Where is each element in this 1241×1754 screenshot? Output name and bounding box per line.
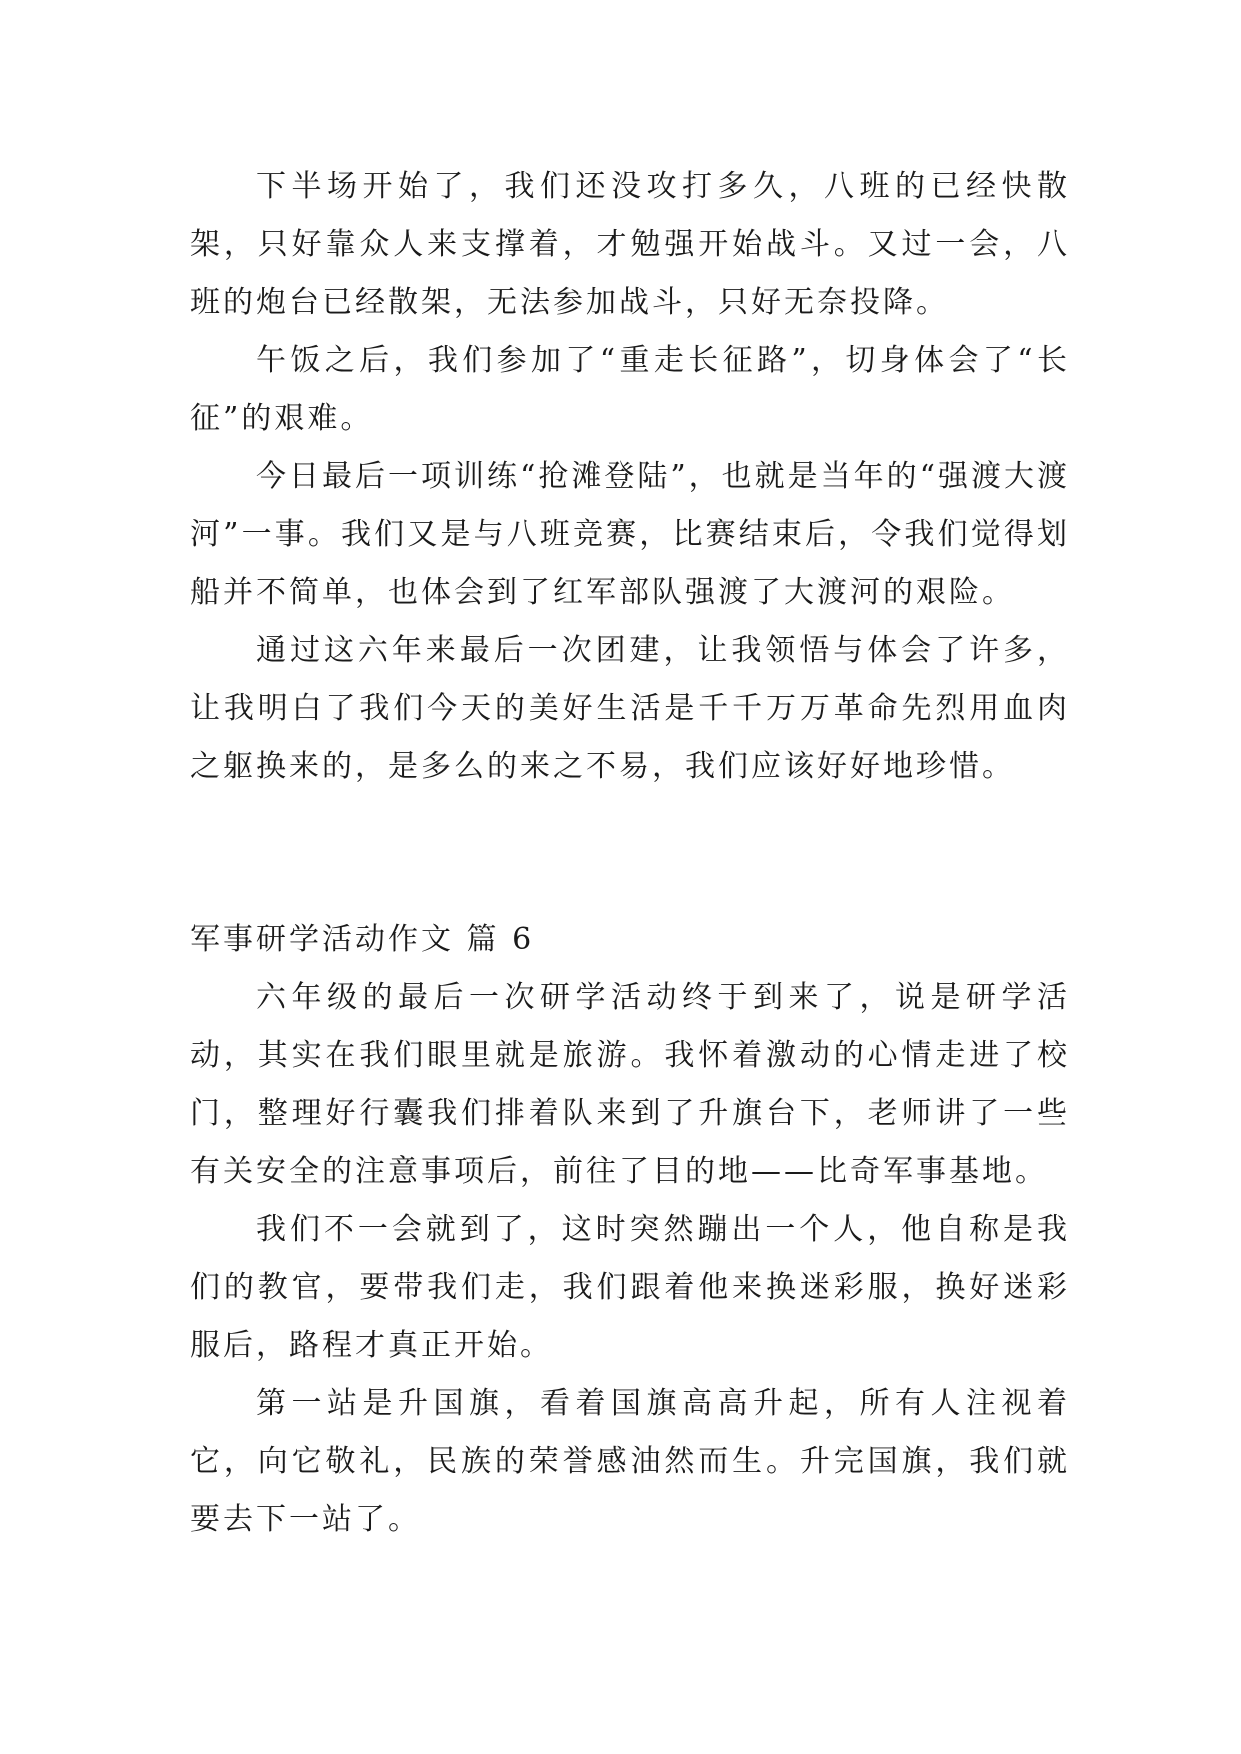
essay-section-6 <box>190 911 1070 1549</box>
paragraph: 第一站是升国旗，看着国旗高高升起，所有人注视着它，向它敬礼，民族的荣誉感油然而生。升完国旗，我们就要去下一站了。 <box>190 1386 1070 1537</box>
paragraph: 今日最后一项训练“抢滩登陆”，也就是当年的“强渡大渡河”一事。我们又是与八班竞赛，比赛结束后，令我们觉得划船并不简单，也体会到了红军部队强渡了大渡河的艰险。 <box>190 459 1071 610</box>
section-heading: 军事研学活动作文 篇 6 <box>190 922 535 957</box>
paragraph: 下半场开始了，我们还没攻打多久，八班的已经快散架，只好靠众人来支撑着，才勉强开始战斗。又过一会，八班的炮台已经散架，无法参加战斗，只好无奈投降。 <box>190 169 1070 320</box>
paragraph: 六年级的最后一次研学活动终于到来了，说是研学活动，其实在我们眼里就是旅游。我怀着激动的心情走进了校门，整理好行囊我们排着队来到了升旗台下，老师讲了一些有关安全的注意事项后，前往了目的地——比奇军事基地。 <box>190 980 1070 1189</box>
essay-continuation <box>190 158 1070 796</box>
paragraph: 午饭之后，我们参加了“重走长征路”，切身体会了“长征”的艰难。 <box>190 343 1070 436</box>
paragraph: 通过这六年来最后一次团建，让我领悟与体会了许多，让我明白了我们今天的美好生活是千千万万革命先烈用血肉之躯换来的，是多么的来之不易，我们应该好好地珍惜。 <box>190 633 1070 784</box>
paragraph: 我们不一会就到了，这时突然蹦出一个人，他自称是我们的教官，要带我们走，我们跟着他来换迷彩服，换好迷彩服后，路程才真正开始。 <box>190 1212 1070 1363</box>
